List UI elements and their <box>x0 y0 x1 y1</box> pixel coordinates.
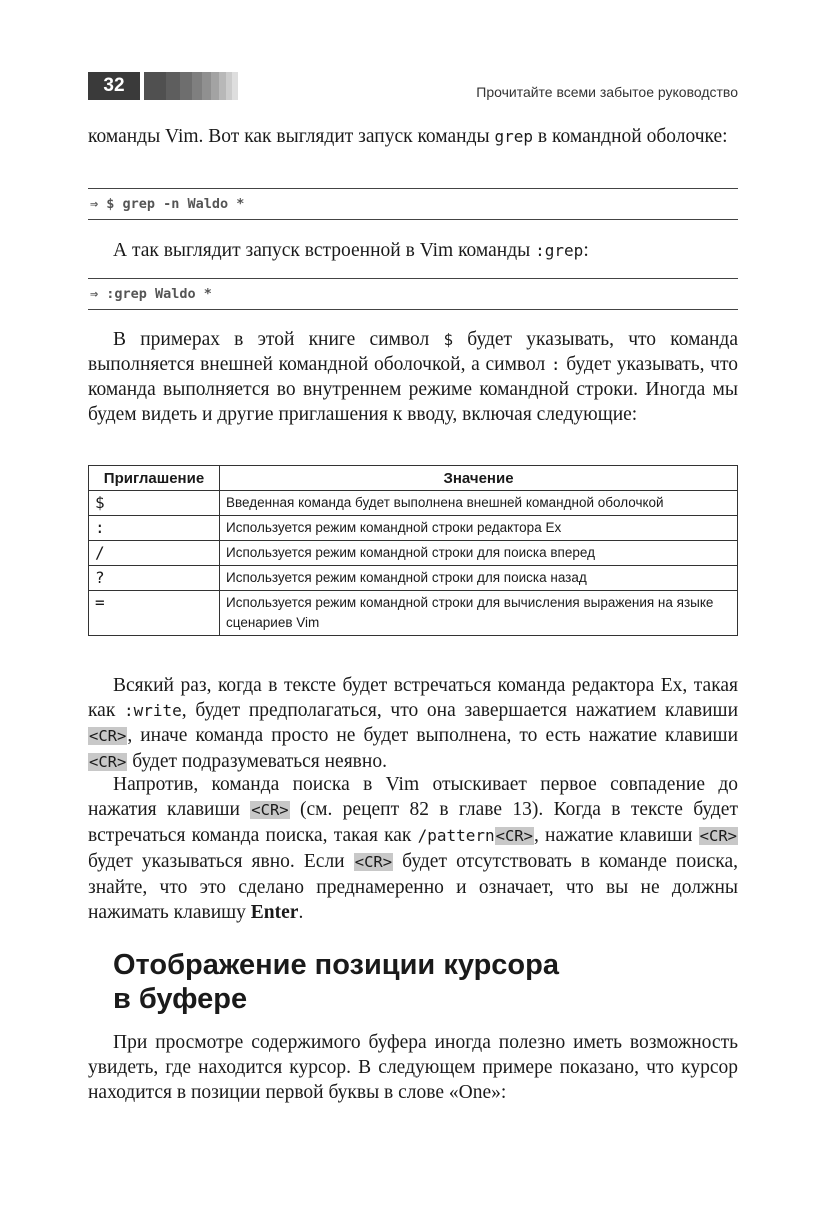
prompt-symbol: = <box>89 591 220 636</box>
bold-key: Enter <box>250 902 299 923</box>
cr-key: <CR> <box>89 753 127 771</box>
text: будет подразумеваться неявно. <box>127 751 387 772</box>
text: будет указываться явно. Если <box>88 851 354 872</box>
prompt-symbol: $ <box>89 491 220 516</box>
cr-key: <CR> <box>699 827 737 845</box>
section-heading-line: Отображение позиции курсора <box>113 949 559 981</box>
decorative-bar <box>232 72 238 100</box>
paragraph-prompts <box>88 327 738 427</box>
prompt-meaning: Введенная команда будет выполнена внешней командной оболочкой <box>220 491 738 516</box>
text: А так выглядит запуск встроенной в Vim команды <box>113 240 536 261</box>
text: . <box>298 902 304 923</box>
section-heading-line: в буфере <box>113 983 248 1015</box>
inline-code: /pattern <box>417 826 495 845</box>
text: , будет предполагаться, что она завершается нажатием клавиши <box>181 700 738 721</box>
section-heading <box>113 948 713 1016</box>
prompt-meaning: Используется режим командной строки для поиска назад <box>220 566 738 591</box>
code-example-vim-grep <box>88 278 738 310</box>
text: (см. рецепт 82 в главе 13). Когда в тексте будет встречаться команда поиска, такая как <box>88 799 738 846</box>
cr-key: <CR> <box>354 853 393 871</box>
paragraph-ex-commands <box>88 673 738 775</box>
cr-key: <CR> <box>495 827 533 845</box>
paragraph-search-commands <box>88 772 738 925</box>
text: будет отсутствовать в команде поиска, знайте, что это сделано преднамеренно и означает, что вы не должны нажимать клавишу <box>88 851 739 923</box>
decorative-bar <box>166 72 180 100</box>
paragraph-grep-intro <box>88 124 738 149</box>
decorative-bar <box>180 72 192 100</box>
code-line: ⇒ :grep Waldo * <box>90 286 212 302</box>
decorative-bars <box>144 72 238 100</box>
running-title: Прочитайте всеми забытое руководство <box>476 84 738 100</box>
table-row <box>89 516 738 541</box>
inline-code: $ <box>443 330 454 349</box>
inline-code: :write <box>124 701 182 720</box>
prompt-symbol: ? <box>89 566 220 591</box>
prompt-symbol: / <box>89 541 220 566</box>
prompt-meaning: Используется режим командной строки для вычисления выражения на языке сценариев Vim <box>220 591 738 636</box>
table-row <box>89 541 738 566</box>
text: В примерах в этой книге символ <box>113 329 444 350</box>
text: будет указывать, что команда выполняется во внутреннем режиме командной строки. Иногда мы будем видеть и другие приглашения к вводу, включая следующие: <box>88 354 738 425</box>
table-row <box>89 491 738 516</box>
decorative-bar <box>211 72 219 100</box>
page-number: 32 <box>88 72 140 100</box>
text: , нажатие клавиши <box>533 825 699 846</box>
text: , иначе команда просто не будет выполнена, то есть нажатие клавиши <box>127 725 738 746</box>
prompt-meaning: Используется режим командной строки для поиска вперед <box>220 541 738 566</box>
text: в командной оболочке: <box>533 126 728 147</box>
text: Напротив, команда поиска в Vim отыскивает первое совпадение до нажатия клавиши <box>88 774 738 820</box>
prompt-meaning: Используется режим командной строки редактора Ex <box>220 516 738 541</box>
prompts-table <box>88 465 738 636</box>
decorative-bar <box>144 72 166 100</box>
text: Всякий раз, когда в тексте будет встречаться команда редактора Ex, такая как <box>88 675 738 721</box>
prompt-symbol: : <box>89 516 220 541</box>
code-example-shell-grep <box>88 188 738 220</box>
page-header <box>88 72 738 104</box>
inline-code: grep <box>494 127 534 146</box>
table-row <box>89 566 738 591</box>
table-header-row <box>89 466 738 491</box>
decorative-bar <box>202 72 211 100</box>
paragraph-vim-grep <box>88 238 738 263</box>
inline-code: :grep <box>535 241 584 260</box>
code-line: ⇒ $ grep -n Waldo * <box>90 196 245 212</box>
decorative-bar <box>192 72 202 100</box>
text: будет указывать, что команда выполняется внешней командной оболочкой, а символ <box>88 329 738 375</box>
table-row <box>89 591 738 636</box>
paragraph-cursor-position: При просмотре содержимого буфера иногда полезно иметь возможность увидеть, где находится курсор. В следующем примере показано, что курсор находится в позиции первой буквы в слове «One»: <box>88 1032 738 1103</box>
column-header-prompt: Приглашение <box>89 466 220 491</box>
text: команды Vim. Вот как выглядит запуск команды <box>88 126 495 147</box>
cr-key: <CR> <box>251 801 289 819</box>
column-header-meaning: Значение <box>220 466 738 491</box>
cr-key: <CR> <box>89 727 127 745</box>
decorative-bar <box>219 72 226 100</box>
text: : <box>583 240 589 261</box>
inline-code: : <box>550 355 561 374</box>
